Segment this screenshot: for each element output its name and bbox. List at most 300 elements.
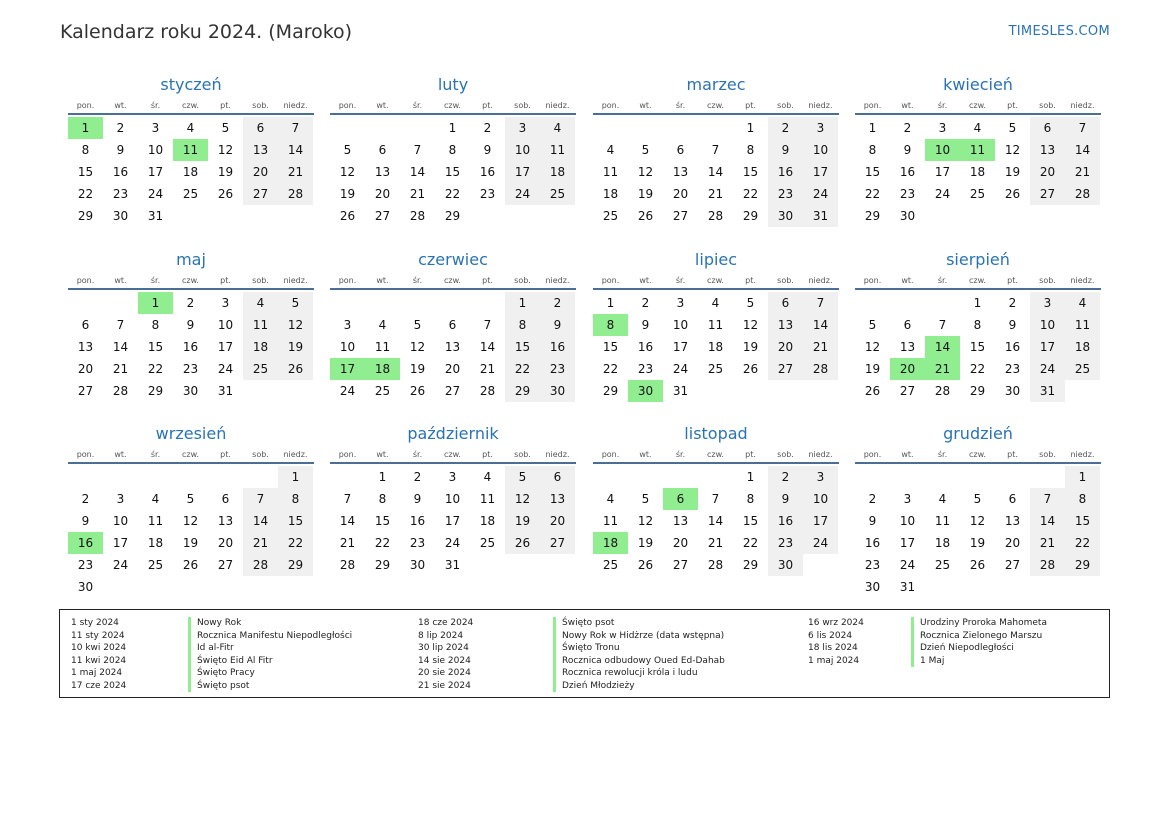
weekday-label: śr.: [412, 276, 423, 285]
day-cell: 28: [934, 384, 951, 398]
weekday-label: sob.: [252, 101, 269, 110]
day-cell: 26: [217, 187, 234, 201]
weekday-label: czw.: [444, 276, 461, 285]
holiday-name: Święto Eid Al Fitr: [188, 655, 273, 668]
day-cell: 23: [899, 187, 916, 201]
holiday-date: 10 kwi 2024: [71, 643, 127, 653]
day-cell: 24: [112, 558, 129, 572]
day-cell: 13: [444, 340, 461, 354]
holiday-name: Święto Tronu: [553, 642, 620, 655]
day-cell: 7: [938, 318, 947, 332]
day-cell: 5: [413, 318, 422, 332]
day-cell: 24: [672, 362, 689, 376]
day-cell: 6: [448, 318, 457, 332]
day-cell: 31: [672, 384, 689, 398]
empty-cell: [400, 292, 435, 314]
day-cell: 25: [479, 536, 496, 550]
weekday-label: pon.: [601, 276, 620, 285]
month-block: [330, 249, 576, 402]
month-name: grudzień: [943, 424, 1013, 443]
day-cell: 16: [768, 510, 803, 532]
day-cell: 19: [637, 536, 654, 550]
weekday-label: wt.: [639, 450, 652, 459]
weekday-label: pt.: [482, 450, 493, 459]
month-name: maj: [176, 250, 206, 269]
weekday-header: [593, 446, 839, 464]
weekday-label: pt.: [1007, 450, 1018, 459]
day-cell: 30: [1004, 384, 1021, 398]
day-cell: 13: [899, 340, 916, 354]
holiday-date: 16 wrz 2024: [808, 618, 864, 628]
day-cell: 29: [444, 209, 461, 223]
day-cell: 23: [540, 358, 575, 380]
day-cell: 16: [540, 336, 575, 358]
weekday-label: niedz.: [808, 101, 833, 110]
day-cell: 16: [112, 165, 129, 179]
day-cell: 22: [969, 362, 986, 376]
day-cell: 15: [147, 340, 164, 354]
day-cell: 5: [343, 143, 352, 157]
holiday-name: Święto psot: [188, 680, 249, 693]
weekday-label: śr.: [937, 450, 948, 459]
day-cell: 29: [1065, 554, 1100, 576]
day-cell: 12: [278, 314, 313, 336]
day-cell: 4: [243, 292, 278, 314]
day-cell: 6: [768, 292, 803, 314]
day-cell: 1: [378, 470, 387, 484]
day-cell: 6: [1008, 492, 1017, 506]
weekday-label: pt.: [745, 276, 756, 285]
day-cell: 20: [374, 187, 391, 201]
weekday-label: śr.: [412, 450, 423, 459]
weekday-label: wt.: [901, 101, 914, 110]
day-cell: 15: [602, 340, 619, 354]
day-cell: 8: [378, 492, 387, 506]
day-cell: 26: [182, 558, 199, 572]
day-cell: 26: [969, 558, 986, 572]
weekday-header: [330, 272, 576, 290]
day-cell: 4: [186, 121, 195, 135]
day-cell: 3: [343, 318, 352, 332]
day-cell: 31: [1030, 380, 1065, 402]
day-cell: 22: [374, 536, 391, 550]
holiday-date: 30 lip 2024: [418, 643, 469, 653]
day-cell: 29: [77, 209, 94, 223]
day-cell: 19: [217, 165, 234, 179]
day-cell: 11: [602, 165, 619, 179]
day-cell: 8: [746, 492, 755, 506]
day-cell: 10: [672, 318, 689, 332]
day-cell: 10: [803, 139, 838, 161]
day-cell: 21: [707, 187, 724, 201]
days-grid: [330, 117, 576, 227]
day-cell: 17: [147, 165, 164, 179]
holiday-date: 11 sty 2024: [71, 630, 125, 641]
day-cell: 28: [339, 558, 356, 572]
day-cell: 31: [803, 205, 838, 227]
weekday-label: pt.: [745, 101, 756, 110]
weekday-label: sob.: [777, 101, 794, 110]
day-cell: 13: [217, 514, 234, 528]
day-cell: 23: [768, 183, 803, 205]
empty-cell: [890, 466, 925, 488]
day-cell: 30: [864, 580, 881, 594]
month-name: marzec: [686, 75, 746, 94]
days-grid: [593, 292, 839, 402]
day-cell: 15: [444, 165, 461, 179]
day-cell: 8: [1065, 488, 1100, 510]
day-cell: 17: [1030, 336, 1065, 358]
day-cell: 23: [768, 532, 803, 554]
day-cell: 27: [77, 384, 94, 398]
month-name: wrzesień: [155, 424, 227, 443]
weekday-label: niedz.: [545, 276, 570, 285]
weekday-label: niedz.: [808, 276, 833, 285]
empty-cell: [925, 292, 960, 314]
day-cell: 11: [602, 514, 619, 528]
day-cell: 22: [444, 187, 461, 201]
day-cell: 18: [540, 161, 575, 183]
day-cell: 21: [1030, 532, 1065, 554]
day-cell: 14: [278, 139, 313, 161]
holiday-name: Dzień Niepodległości: [911, 642, 1014, 655]
day-cell: 30: [768, 205, 803, 227]
day-cell: 6: [676, 143, 685, 157]
day-cell: 8: [505, 314, 540, 336]
day-cell: 11: [479, 492, 496, 506]
day-cell: 4: [711, 296, 720, 310]
day-cell: 16: [409, 514, 426, 528]
day-cell: 25: [934, 558, 951, 572]
weekday-label: niedz.: [283, 450, 308, 459]
day-cell: 14: [409, 165, 426, 179]
day-cell: 8: [868, 143, 877, 157]
day-cell: 21: [1065, 161, 1100, 183]
day-cell: 4: [540, 117, 575, 139]
day-cell: 26: [1004, 187, 1021, 201]
day-cell: 29: [969, 384, 986, 398]
day-cell: 9: [868, 514, 877, 528]
day-cell: 8: [278, 488, 313, 510]
holiday-name: Święto psot: [553, 617, 614, 630]
day-cell: 7: [1065, 117, 1100, 139]
day-cell: 27: [374, 209, 391, 223]
day-cell: 18: [147, 536, 164, 550]
weekday-label: pt.: [1007, 101, 1018, 110]
days-grid: [855, 466, 1101, 598]
weekday-label: pon.: [76, 276, 95, 285]
day-cell: 1: [278, 466, 313, 488]
day-cell: 30: [182, 384, 199, 398]
day-cell: 21: [409, 187, 426, 201]
empty-cell: [663, 117, 698, 139]
day-cell: 9: [1008, 318, 1017, 332]
day-cell: 30: [112, 209, 129, 223]
empty-cell: [960, 466, 995, 488]
day-cell: 5: [505, 466, 540, 488]
day-cell: 3: [221, 296, 230, 310]
day-cell: 25: [1065, 358, 1100, 380]
day-cell: 20: [444, 362, 461, 376]
month-name: październik: [407, 424, 499, 443]
empty-cell: [855, 292, 890, 314]
day-cell: 15: [505, 336, 540, 358]
day-cell: 12: [505, 488, 540, 510]
empty-cell: [890, 292, 925, 314]
empty-cell: [103, 466, 138, 488]
day-cell: 3: [903, 492, 912, 506]
site-link[interactable]: TIMESLES.COM: [1008, 24, 1110, 39]
day-cell: 22: [864, 187, 881, 201]
empty-cell: [470, 292, 505, 314]
holiday-day-cell: 18: [593, 532, 628, 554]
day-cell: 26: [339, 209, 356, 223]
empty-cell: [173, 466, 208, 488]
day-cell: 26: [864, 384, 881, 398]
weekday-label: pt.: [220, 276, 231, 285]
day-cell: 8: [151, 318, 160, 332]
day-cell: 21: [479, 362, 496, 376]
weekday-label: niedz.: [283, 101, 308, 110]
holiday-date: 6 lis 2024: [808, 630, 853, 641]
day-cell: 2: [483, 121, 492, 135]
day-cell: 19: [182, 536, 199, 550]
day-cell: 28: [1065, 183, 1100, 205]
day-cell: 13: [1030, 139, 1065, 161]
weekday-label: sob.: [514, 101, 531, 110]
holiday-name: Urodziny Proroka Mahometa: [911, 617, 1047, 630]
day-cell: 2: [903, 121, 912, 135]
day-cell: 29: [742, 209, 759, 223]
day-cell: 27: [672, 558, 689, 572]
weekday-label: niedz.: [545, 450, 570, 459]
day-cell: 4: [973, 121, 982, 135]
holiday-name: Rocznica Zielonego Marszu: [911, 630, 1042, 643]
weekday-label: śr.: [937, 276, 948, 285]
weekday-label: sob.: [1039, 450, 1056, 459]
weekday-header: [330, 446, 576, 464]
weekday-label: niedz.: [1070, 276, 1095, 285]
weekday-label: czw.: [707, 450, 724, 459]
day-cell: 13: [374, 165, 391, 179]
day-cell: 15: [742, 514, 759, 528]
day-cell: 17: [934, 165, 951, 179]
day-cell: 18: [182, 165, 199, 179]
month-block: [855, 423, 1101, 598]
day-cell: 14: [707, 165, 724, 179]
month-name: luty: [437, 75, 469, 94]
weekday-header: [68, 272, 314, 290]
day-cell: 13: [672, 165, 689, 179]
month-block: [68, 74, 314, 227]
day-cell: 11: [374, 340, 391, 354]
day-cell: 10: [1030, 314, 1065, 336]
day-cell: 1: [1065, 466, 1100, 488]
day-cell: 26: [278, 358, 313, 380]
day-cell: 27: [217, 558, 234, 572]
weekday-label: czw.: [444, 101, 461, 110]
day-cell: 19: [409, 362, 426, 376]
day-cell: 31: [444, 558, 461, 572]
day-cell: 30: [77, 580, 94, 594]
days-grid: [593, 117, 839, 227]
day-cell: 26: [409, 384, 426, 398]
holiday-date: 14 sie 2024: [418, 655, 471, 666]
weekday-label: czw.: [707, 101, 724, 110]
day-cell: 7: [278, 117, 313, 139]
day-cell: 25: [182, 187, 199, 201]
holiday-day-cell: 6: [663, 488, 698, 510]
day-cell: 3: [505, 117, 540, 139]
day-cell: 3: [448, 470, 457, 484]
holiday-day-cell: 17: [330, 358, 365, 380]
day-cell: 20: [1004, 536, 1021, 550]
day-cell: 23: [479, 187, 496, 201]
holiday-day-cell: 18: [365, 358, 400, 380]
weekday-label: czw.: [969, 276, 986, 285]
weekday-label: pon.: [338, 276, 357, 285]
day-cell: 16: [479, 165, 496, 179]
day-cell: 29: [147, 384, 164, 398]
day-cell: 31: [217, 384, 234, 398]
day-cell: 27: [899, 384, 916, 398]
day-cell: 31: [147, 209, 164, 223]
day-cell: 15: [864, 165, 881, 179]
day-cell: 19: [505, 510, 540, 532]
day-cell: 3: [1030, 292, 1065, 314]
month-name: sierpień: [946, 250, 1010, 269]
day-cell: 7: [413, 143, 422, 157]
empty-cell: [925, 466, 960, 488]
day-cell: 10: [899, 514, 916, 528]
day-cell: 24: [505, 183, 540, 205]
day-cell: 26: [637, 209, 654, 223]
days-grid: [68, 292, 314, 402]
weekday-label: pt.: [482, 101, 493, 110]
day-cell: 27: [243, 183, 278, 205]
day-cell: 21: [112, 362, 129, 376]
day-cell: 9: [540, 314, 575, 336]
day-cell: 16: [637, 340, 654, 354]
day-cell: 3: [151, 121, 160, 135]
day-cell: 20: [768, 336, 803, 358]
holiday-day-cell: 14: [925, 336, 960, 358]
day-cell: 12: [217, 143, 234, 157]
holiday-day-cell: 1: [68, 117, 103, 139]
month-name: listopad: [684, 424, 748, 443]
holiday-name: Rocznica odbudowy Oued Ed-Dahab: [553, 655, 725, 668]
day-cell: 9: [641, 318, 650, 332]
weekday-label: niedz.: [283, 276, 308, 285]
day-cell: 19: [864, 362, 881, 376]
day-cell: 13: [243, 139, 278, 161]
day-cell: 4: [151, 492, 160, 506]
weekday-label: czw.: [444, 450, 461, 459]
day-cell: 4: [606, 492, 615, 506]
weekday-label: niedz.: [545, 101, 570, 110]
day-cell: 25: [243, 358, 278, 380]
weekday-label: pon.: [338, 101, 357, 110]
empty-cell: [593, 117, 628, 139]
day-cell: 23: [637, 362, 654, 376]
holiday-name: Rocznica rewolucji króla i ludu: [553, 667, 698, 680]
holiday-day-cell: 20: [890, 358, 925, 380]
day-cell: 6: [243, 117, 278, 139]
day-cell: 5: [868, 318, 877, 332]
month-block: [330, 423, 576, 576]
day-cell: 7: [483, 318, 492, 332]
day-cell: 25: [602, 558, 619, 572]
weekday-label: wt.: [639, 101, 652, 110]
day-cell: 24: [899, 558, 916, 572]
holiday-date: 1 maj 2024: [808, 655, 860, 666]
day-cell: 28: [707, 558, 724, 572]
weekday-label: niedz.: [1070, 450, 1095, 459]
day-cell: 19: [278, 336, 313, 358]
day-cell: 22: [505, 358, 540, 380]
weekday-label: sob.: [1039, 276, 1056, 285]
day-cell: 3: [803, 466, 838, 488]
day-cell: 6: [903, 318, 912, 332]
day-cell: 2: [868, 492, 877, 506]
day-cell: 25: [374, 384, 391, 398]
day-cell: 12: [742, 318, 759, 332]
empty-cell: [330, 466, 365, 488]
weekday-label: pon.: [601, 101, 620, 110]
day-cell: 17: [444, 514, 461, 528]
day-cell: 10: [339, 340, 356, 354]
day-cell: 14: [339, 514, 356, 528]
weekday-label: sob.: [252, 276, 269, 285]
day-cell: 9: [413, 492, 422, 506]
weekday-label: wt.: [376, 450, 389, 459]
day-cell: 7: [711, 492, 720, 506]
day-cell: 13: [672, 514, 689, 528]
day-cell: 27: [1004, 558, 1021, 572]
weekday-label: sob.: [777, 276, 794, 285]
empty-cell: [400, 117, 435, 139]
day-cell: 17: [505, 161, 540, 183]
weekday-header: [68, 446, 314, 464]
day-cell: 5: [641, 492, 650, 506]
weekday-label: pon.: [863, 101, 882, 110]
day-cell: 17: [803, 161, 838, 183]
holiday-name: Id al-Fitr: [188, 642, 234, 655]
day-cell: 9: [768, 139, 803, 161]
month-name: kwiecień: [943, 75, 1013, 94]
day-cell: 2: [641, 296, 650, 310]
weekday-label: czw.: [707, 276, 724, 285]
day-cell: 29: [278, 554, 313, 576]
day-cell: 18: [1065, 336, 1100, 358]
empty-cell: [103, 292, 138, 314]
day-cell: 11: [147, 514, 164, 528]
day-cell: 19: [969, 536, 986, 550]
day-cell: 26: [505, 532, 540, 554]
day-cell: 27: [540, 532, 575, 554]
weekday-label: pon.: [338, 450, 357, 459]
day-cell: 23: [864, 558, 881, 572]
day-cell: 24: [803, 183, 838, 205]
day-cell: 15: [374, 514, 391, 528]
day-cell: 1: [973, 296, 982, 310]
day-cell: 12: [409, 340, 426, 354]
day-cell: 22: [742, 536, 759, 550]
weekday-label: czw.: [969, 101, 986, 110]
day-cell: 15: [278, 510, 313, 532]
day-cell: 29: [505, 380, 540, 402]
day-cell: 28: [278, 183, 313, 205]
